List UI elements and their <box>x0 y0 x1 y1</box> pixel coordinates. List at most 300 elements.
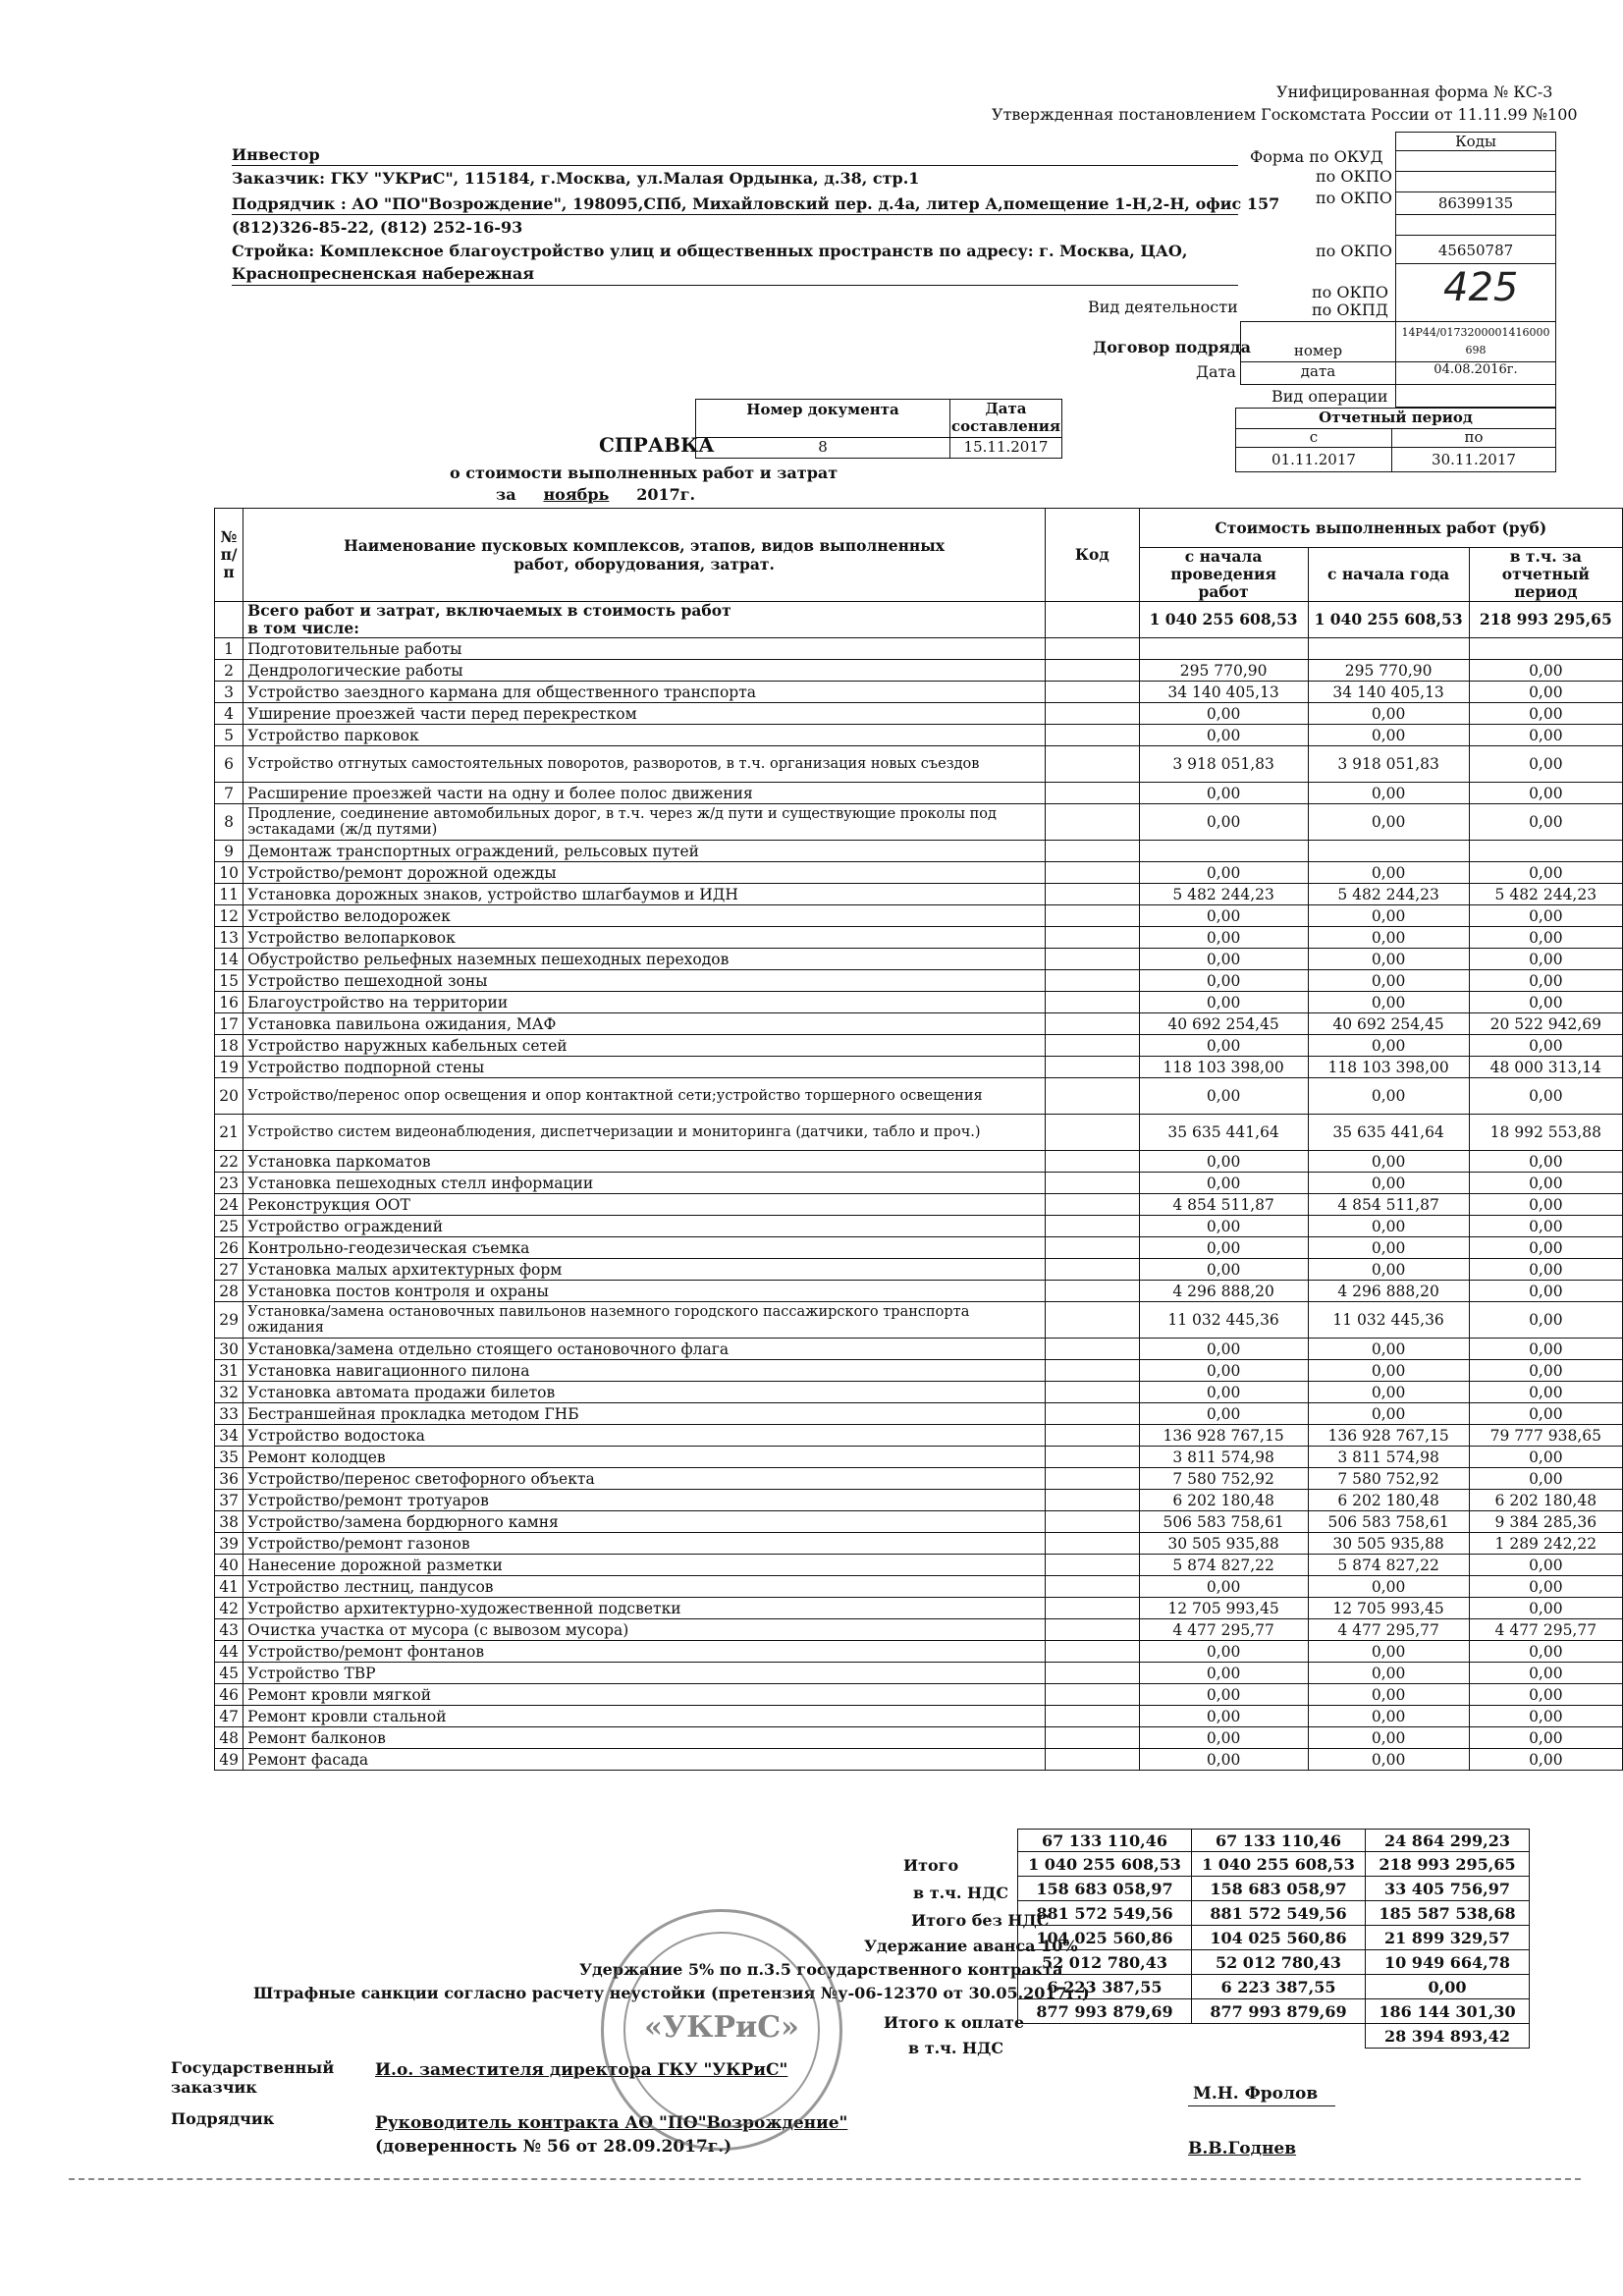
operation-label: Вид операции <box>1271 387 1388 406</box>
table-row <box>215 1281 1623 1302</box>
customer-label: Государственный заказчик <box>171 2058 335 2097</box>
row-number: 44 <box>215 1641 243 1663</box>
row-since-start: 118 103 398,00 <box>1139 1057 1308 1078</box>
table-row <box>215 1576 1623 1598</box>
period-line <box>496 485 695 504</box>
row-number: 33 <box>215 1403 243 1425</box>
period-to: 30.11.2017 <box>1391 447 1556 472</box>
table-row <box>215 1555 1623 1576</box>
table-row <box>215 1641 1623 1663</box>
row-number: 34 <box>215 1425 243 1447</box>
row-name: Нанесение дорожной разметки <box>243 1555 1046 1576</box>
table-row <box>215 1511 1623 1533</box>
row-period: 0,00 <box>1469 992 1622 1013</box>
total-v2: 1 040 255 608,53 <box>1308 602 1469 638</box>
row-since-year: 0,00 <box>1308 1259 1469 1281</box>
totals-v3: 28 394 893,42 <box>1366 2024 1530 2049</box>
totals-v1: 877 993 879,69 <box>1018 1999 1192 2024</box>
row-since-start: 30 505 935,88 <box>1139 1533 1308 1555</box>
row-since-year: 4 477 295,77 <box>1308 1619 1469 1641</box>
table-row <box>215 1237 1623 1259</box>
row-since-start: 136 928 767,15 <box>1139 1425 1308 1447</box>
row-name: Установка паркоматов <box>243 1151 1046 1173</box>
blank-code <box>1395 214 1556 236</box>
row-code <box>1045 1619 1139 1641</box>
row-since-start: 4 477 295,77 <box>1139 1619 1308 1641</box>
row-since-start: 0,00 <box>1139 1035 1308 1057</box>
table-row <box>215 804 1623 841</box>
row-number: 28 <box>215 1281 243 1302</box>
col-name-header: Наименование пусковых комплексов, этапов, видов выполненных работ, оборудования, затрат. <box>243 509 1046 602</box>
okpo-label: по ОКПО <box>1316 242 1392 260</box>
row-since-year: 0,00 <box>1308 1382 1469 1403</box>
row-code <box>1045 1598 1139 1619</box>
col-since-year-header: с начала года <box>1308 548 1469 602</box>
row-code <box>1045 1057 1139 1078</box>
row-period: 0,00 <box>1469 1339 1622 1360</box>
row-since-start: 5 482 244,23 <box>1139 884 1308 905</box>
row-code <box>1045 1360 1139 1382</box>
row-name: Устройство подпорной стены <box>243 1057 1046 1078</box>
row-code <box>1045 1447 1139 1468</box>
row-name: Установка дорожных знаков, устройство шлагбаумов и ИДН <box>243 884 1046 905</box>
codes-title: Коды <box>1395 132 1556 151</box>
row-code <box>1045 970 1139 992</box>
row-code <box>1045 884 1139 905</box>
row-period: 0,00 <box>1469 746 1622 783</box>
row-number: 16 <box>215 992 243 1013</box>
row-number: 26 <box>215 1237 243 1259</box>
totals-v3: 218 993 295,65 <box>1366 1852 1530 1877</box>
row-name: Устройство архитектурно-художественной подсветки <box>243 1598 1046 1619</box>
table-row <box>215 783 1623 804</box>
row-code <box>1045 1259 1139 1281</box>
totals-label-advance: Удержание аванса 10% <box>864 1937 1078 1955</box>
row-period: 0,00 <box>1469 862 1622 884</box>
row-number: 25 <box>215 1216 243 1237</box>
row-name: Реконструкция ООТ <box>243 1194 1046 1216</box>
table-row <box>215 725 1623 746</box>
row-since-year: 7 580 752,92 <box>1308 1468 1469 1490</box>
row-code <box>1045 1684 1139 1706</box>
row-code <box>1045 746 1139 783</box>
signature-line <box>1188 2105 1335 2106</box>
row-period: 0,00 <box>1469 804 1622 841</box>
period-month: ноябрь <box>543 485 610 504</box>
row-period: 20 522 942,69 <box>1469 1013 1622 1035</box>
row-number: 24 <box>215 1194 243 1216</box>
row-code <box>1045 1511 1139 1533</box>
totals-v2 <box>1192 2024 1366 2049</box>
table-row <box>215 1360 1623 1382</box>
row-code <box>1045 1727 1139 1749</box>
row-since-year: 295 770,90 <box>1308 660 1469 682</box>
totals-v2: 158 683 058,97 <box>1192 1877 1366 1901</box>
row-since-start: 0,00 <box>1139 725 1308 746</box>
row-name: Установка постов контроля и охраны <box>243 1281 1046 1302</box>
row-name: Устройство водостока <box>243 1425 1046 1447</box>
period-to-label: по <box>1391 428 1556 448</box>
row-since-year: 0,00 <box>1308 1237 1469 1259</box>
row-period: 0,00 <box>1469 1237 1622 1259</box>
row-since-start: 7 580 752,92 <box>1139 1468 1308 1490</box>
row-period <box>1469 841 1622 862</box>
row-number: 35 <box>215 1447 243 1468</box>
row-number: 7 <box>215 783 243 804</box>
table-header-row-1 <box>215 509 1623 548</box>
row-period: 0,00 <box>1469 1035 1622 1057</box>
row-since-start <box>1139 841 1308 862</box>
totals-v3: 185 587 538,68 <box>1366 1901 1530 1926</box>
row-code <box>1045 1749 1139 1771</box>
row-period: 9 384 285,36 <box>1469 1511 1622 1533</box>
row-name: Установка/замена остановочных павильонов наземного городского пассажирского транспорта ожидания <box>243 1302 1046 1339</box>
okud-value <box>1395 150 1556 172</box>
totals-v3: 186 144 301,30 <box>1366 1999 1530 2024</box>
row-code <box>1045 1173 1139 1194</box>
total-label: Всего работ и затрат, включаемых в стоимость работ в том числе: <box>243 602 1046 638</box>
row-since-year <box>1308 638 1469 660</box>
row-period: 0,00 <box>1469 1151 1622 1173</box>
table-row <box>215 1339 1623 1360</box>
okpo-value-1 <box>1395 171 1556 192</box>
row-since-start: 3 811 574,98 <box>1139 1447 1308 1468</box>
row-name: Бестраншейная прокладка методом ГНБ <box>243 1403 1046 1425</box>
contractor-position: Руководитель контракта АО "ПО"Возрождение" <box>375 2113 848 2133</box>
row-period: 0,00 <box>1469 1555 1622 1576</box>
row-name: Устройство наружных кабельных сетей <box>243 1035 1046 1057</box>
totals-v1: 1 040 255 608,53 <box>1018 1852 1192 1877</box>
row-name: Установка навигационного пилона <box>243 1360 1046 1382</box>
row-since-year: 30 505 935,88 <box>1308 1533 1469 1555</box>
row-code <box>1045 1237 1139 1259</box>
row-name: Устройство/ремонт газонов <box>243 1533 1046 1555</box>
row-since-year: 40 692 254,45 <box>1308 1013 1469 1035</box>
okpo-value-3: 45650787 <box>1395 235 1556 264</box>
table-row <box>215 1706 1623 1727</box>
row-name: Демонтаж транспортных ограждений, рельсовых путей <box>243 841 1046 862</box>
investor-label: Инвестор <box>232 145 320 164</box>
table-row <box>215 1194 1623 1216</box>
row-since-year: 0,00 <box>1308 1706 1469 1727</box>
row-number: 10 <box>215 862 243 884</box>
row-code <box>1045 1663 1139 1684</box>
table-row <box>215 1447 1623 1468</box>
period-from: 01.11.2017 <box>1235 447 1392 472</box>
totals-label-net: Итого без НДС <box>911 1911 1050 1930</box>
row-name: Устройство/перенос светофорного объекта <box>243 1468 1046 1490</box>
row-name: Устройство ограждений <box>243 1216 1046 1237</box>
okpd-label: по ОКПД <box>1312 301 1388 319</box>
row-number: 22 <box>215 1151 243 1173</box>
handwritten-code: 425 <box>1443 265 1519 310</box>
row-period: 0,00 <box>1469 1749 1622 1771</box>
totals-pre-row: 67 133 110,46 67 133 110,46 24 864 299,23 <box>1018 1830 1530 1852</box>
contract-number: 14Р44/0173200001416000698 <box>1395 321 1556 362</box>
row-since-year: 4 296 888,20 <box>1308 1281 1469 1302</box>
row-code <box>1045 1533 1139 1555</box>
row-since-start: 6 202 180,48 <box>1139 1490 1308 1511</box>
row-name: Продление, соединение автомобильных дорог, в т.ч. через ж/д пути и существующие проколы под эстакадами (ж/д путями) <box>243 804 1046 841</box>
operation-value <box>1395 384 1556 408</box>
row-since-year: 5 874 827,22 <box>1308 1555 1469 1576</box>
totals-row <box>1018 1926 1530 1950</box>
row-since-start: 0,00 <box>1139 1237 1308 1259</box>
row-period: 0,00 <box>1469 1382 1622 1403</box>
row-number: 31 <box>215 1360 243 1382</box>
table-row <box>215 927 1623 949</box>
row-name: Устройство/ремонт фонтанов <box>243 1641 1046 1663</box>
row-since-start: 0,00 <box>1139 1749 1308 1771</box>
row-name: Устройство систем видеонаблюдения, диспетчеризации и мониторинга (датчики, табло и проч.) <box>243 1115 1046 1151</box>
table-row <box>215 638 1623 660</box>
contractor-proxy: (доверенность № 56 от 28.09.2017г.) <box>375 2137 732 2157</box>
row-number: 18 <box>215 1035 243 1057</box>
row-name: Устройство пешеходной зоны <box>243 970 1046 992</box>
row-number: 48 <box>215 1727 243 1749</box>
row-since-start: 0,00 <box>1139 905 1308 927</box>
row-code <box>1045 804 1139 841</box>
totals-v3: 21 899 329,57 <box>1366 1926 1530 1950</box>
row-code <box>1045 841 1139 862</box>
row-number: 23 <box>215 1173 243 1194</box>
row-since-year: 0,00 <box>1308 862 1469 884</box>
row-code <box>1045 1425 1139 1447</box>
row-period: 0,00 <box>1469 1663 1622 1684</box>
row-period: 18 992 553,88 <box>1469 1115 1622 1151</box>
date-code-label: дата <box>1240 361 1396 385</box>
contract-label: Договор подряда <box>1093 338 1252 356</box>
row-code <box>1045 1194 1139 1216</box>
row-name: Устройство/перенос опор освещения и опор контактной сети;устройство торшерного освещения <box>243 1078 1046 1115</box>
row-since-start: 0,00 <box>1139 1382 1308 1403</box>
stamp-text: «УКРиС» <box>644 2010 799 2045</box>
doc-number: 8 <box>695 437 950 459</box>
row-since-start: 0,00 <box>1139 1078 1308 1115</box>
table-row <box>215 1727 1623 1749</box>
doc-subtitle: о стоимости выполненных работ и затрат <box>450 464 839 482</box>
site-line-2: Краснопресненская набережная <box>232 264 535 283</box>
row-number: 3 <box>215 682 243 703</box>
table-row <box>215 1013 1623 1035</box>
row-code <box>1045 1468 1139 1490</box>
company-stamp <box>601 1909 842 2151</box>
row-number: 21 <box>215 1115 243 1151</box>
totals-v2: 6 223 387,55 <box>1192 1975 1366 1999</box>
row-code <box>1045 638 1139 660</box>
period-prefix: за <box>496 485 516 504</box>
row-name: Устройство/ремонт дорожной одежды <box>243 862 1046 884</box>
row-code <box>1045 1281 1139 1302</box>
row-since-year: 0,00 <box>1308 1216 1469 1237</box>
row-since-start: 0,00 <box>1139 703 1308 725</box>
col-period-header: в т.ч. за отчетный период <box>1469 548 1622 602</box>
underline <box>232 285 1238 286</box>
row-number: 49 <box>215 1749 243 1771</box>
row-period: 0,00 <box>1469 725 1622 746</box>
row-since-year: 0,00 <box>1308 1403 1469 1425</box>
site-line: Стройка: Комплексное благоустройство улиц и общественных пространств по адресу: г. Москва, ЦАО, <box>232 242 1188 260</box>
table-row <box>215 682 1623 703</box>
row-since-start: 0,00 <box>1139 1684 1308 1706</box>
doc-number-header: Номер документа <box>695 399 950 438</box>
table-row <box>215 970 1623 992</box>
row-period: 0,00 <box>1469 1259 1622 1281</box>
row-number: 30 <box>215 1339 243 1360</box>
row-since-start: 3 918 051,83 <box>1139 746 1308 783</box>
row-since-start: 506 583 758,61 <box>1139 1511 1308 1533</box>
totals-row <box>1018 1950 1530 1975</box>
okpo-label: по ОКПО <box>1316 167 1392 186</box>
totals-v1 <box>1018 2024 1192 2049</box>
row-since-year: 0,00 <box>1308 1727 1469 1749</box>
row-name: Расширение проезжей части на одну и более полос движения <box>243 783 1046 804</box>
row-number: 19 <box>215 1057 243 1078</box>
row-period: 6 202 180,48 <box>1469 1490 1622 1511</box>
row-since-start: 295 770,90 <box>1139 660 1308 682</box>
row-since-year: 0,00 <box>1308 1360 1469 1382</box>
row-since-start: 35 635 441,64 <box>1139 1115 1308 1151</box>
row-code <box>1045 927 1139 949</box>
table-row <box>215 862 1623 884</box>
row-code <box>1045 1078 1139 1115</box>
form-title: Унифицированная форма № КС-3 <box>1276 82 1553 101</box>
customer-name: М.Н. Фролов <box>1193 2084 1319 2104</box>
row-period: 0,00 <box>1469 1641 1622 1663</box>
row-period: 0,00 <box>1469 949 1622 970</box>
totals-v2: 881 572 549,56 <box>1192 1901 1366 1926</box>
okpo-value-2: 86399135 <box>1395 191 1556 215</box>
row-since-start: 34 140 405,13 <box>1139 682 1308 703</box>
row-number: 47 <box>215 1706 243 1727</box>
table-row <box>215 1425 1623 1447</box>
totals-label-to-pay: Итого к оплате <box>884 2013 1024 2032</box>
row-since-year: 6 202 180,48 <box>1308 1490 1469 1511</box>
row-code <box>1045 1302 1139 1339</box>
row-since-start: 0,00 <box>1139 992 1308 1013</box>
row-since-start: 0,00 <box>1139 1727 1308 1749</box>
totals-label-retention: Удержание 5% по п.3.5 государственного контракта <box>579 1960 1063 1979</box>
row-since-year <box>1308 841 1469 862</box>
table-row <box>215 1468 1623 1490</box>
row-since-start: 0,00 <box>1139 1173 1308 1194</box>
row-number: 37 <box>215 1490 243 1511</box>
row-since-year: 0,00 <box>1308 1749 1469 1771</box>
totals-table <box>1017 1829 1530 2049</box>
row-since-year: 4 854 511,87 <box>1308 1194 1469 1216</box>
totals-label-vat-2: в т.ч. НДС <box>908 2039 1004 2057</box>
row-period: 4 477 295,77 <box>1469 1619 1622 1641</box>
table-row <box>215 1173 1623 1194</box>
row-since-start: 0,00 <box>1139 1259 1308 1281</box>
row-number: 45 <box>215 1663 243 1684</box>
row-since-year: 12 705 993,45 <box>1308 1598 1469 1619</box>
row-code <box>1045 725 1139 746</box>
row-number: 27 <box>215 1259 243 1281</box>
row-name: Установка пешеходных стелл информации <box>243 1173 1046 1194</box>
row-code <box>1045 703 1139 725</box>
row-period: 0,00 <box>1469 682 1622 703</box>
row-since-year: 0,00 <box>1308 905 1469 927</box>
col-num-header: № п/п <box>215 509 243 602</box>
row-since-start: 40 692 254,45 <box>1139 1013 1308 1035</box>
row-period: 0,00 <box>1469 1706 1622 1727</box>
row-number: 1 <box>215 638 243 660</box>
row-name: Очистка участка от мусора (с вывозом мусора) <box>243 1619 1046 1641</box>
row-since-start: 0,00 <box>1139 1706 1308 1727</box>
row-since-start: 0,00 <box>1139 927 1308 949</box>
row-since-year: 0,00 <box>1308 1684 1469 1706</box>
doc-date-header: Дата составления <box>949 399 1062 438</box>
table-row <box>215 1598 1623 1619</box>
totals-label-vat: в т.ч. НДС <box>913 1884 1009 1902</box>
totals-v1: 52 012 780,43 <box>1018 1950 1192 1975</box>
totals-row <box>1018 1975 1530 1999</box>
row-number: 40 <box>215 1555 243 1576</box>
row-since-year: 0,00 <box>1308 1339 1469 1360</box>
row-period <box>1469 638 1622 660</box>
row-number: 12 <box>215 905 243 927</box>
row-period: 0,00 <box>1469 1302 1622 1339</box>
row-name: Устройство велопарковок <box>243 927 1046 949</box>
row-name: Подготовительные работы <box>243 638 1046 660</box>
totals-v1: 158 683 058,97 <box>1018 1877 1192 1901</box>
row-since-start: 5 874 827,22 <box>1139 1555 1308 1576</box>
row-name: Контрольно-геодезическая съемка <box>243 1237 1046 1259</box>
row-code <box>1045 1641 1139 1663</box>
row-name: Устройство ТВР <box>243 1663 1046 1684</box>
number-label: номер <box>1240 321 1396 362</box>
row-name: Уширение проезжей части перед перекрестком <box>243 703 1046 725</box>
row-number: 38 <box>215 1511 243 1533</box>
row-code <box>1045 1216 1139 1237</box>
row-since-year: 0,00 <box>1308 783 1469 804</box>
row-since-year: 0,00 <box>1308 970 1469 992</box>
row-since-year: 5 482 244,23 <box>1308 884 1469 905</box>
total-v1: 1 040 255 608,53 <box>1139 602 1308 638</box>
row-number: 4 <box>215 703 243 725</box>
underline <box>232 165 1238 166</box>
row-name: Благоустройство на территории <box>243 992 1046 1013</box>
totals-label-itogo: Итого <box>903 1856 959 1875</box>
row-number: 8 <box>215 804 243 841</box>
totals-v1: 881 572 549,56 <box>1018 1901 1192 1926</box>
table-row <box>215 1663 1623 1684</box>
row-period: 79 777 938,65 <box>1469 1425 1622 1447</box>
row-since-start: 0,00 <box>1139 970 1308 992</box>
table-row <box>215 1151 1623 1173</box>
doc-title: СПРАВКА <box>599 433 715 457</box>
col-since-start-header: с начала проведения работ <box>1139 548 1308 602</box>
table-row <box>215 746 1623 783</box>
row-period: 5 482 244,23 <box>1469 884 1622 905</box>
row-period: 0,00 <box>1469 927 1622 949</box>
total-v3: 218 993 295,65 <box>1469 602 1622 638</box>
row-since-start: 0,00 <box>1139 1403 1308 1425</box>
okud-label: Форма по ОКУД <box>1250 147 1383 166</box>
row-name: Установка павильона ожидания, МАФ <box>243 1013 1046 1035</box>
row-since-year: 0,00 <box>1308 992 1469 1013</box>
period-year: 2017г. <box>636 485 696 504</box>
okpo-label: по ОКПО <box>1316 189 1392 207</box>
row-number: 2 <box>215 660 243 682</box>
totals-v2: 1 040 255 608,53 <box>1192 1852 1366 1877</box>
row-name: Ремонт фасада <box>243 1749 1046 1771</box>
totals-row <box>1018 1901 1530 1926</box>
row-number: 5 <box>215 725 243 746</box>
row-since-start: 0,00 <box>1139 1360 1308 1382</box>
row-since-year: 0,00 <box>1308 725 1469 746</box>
